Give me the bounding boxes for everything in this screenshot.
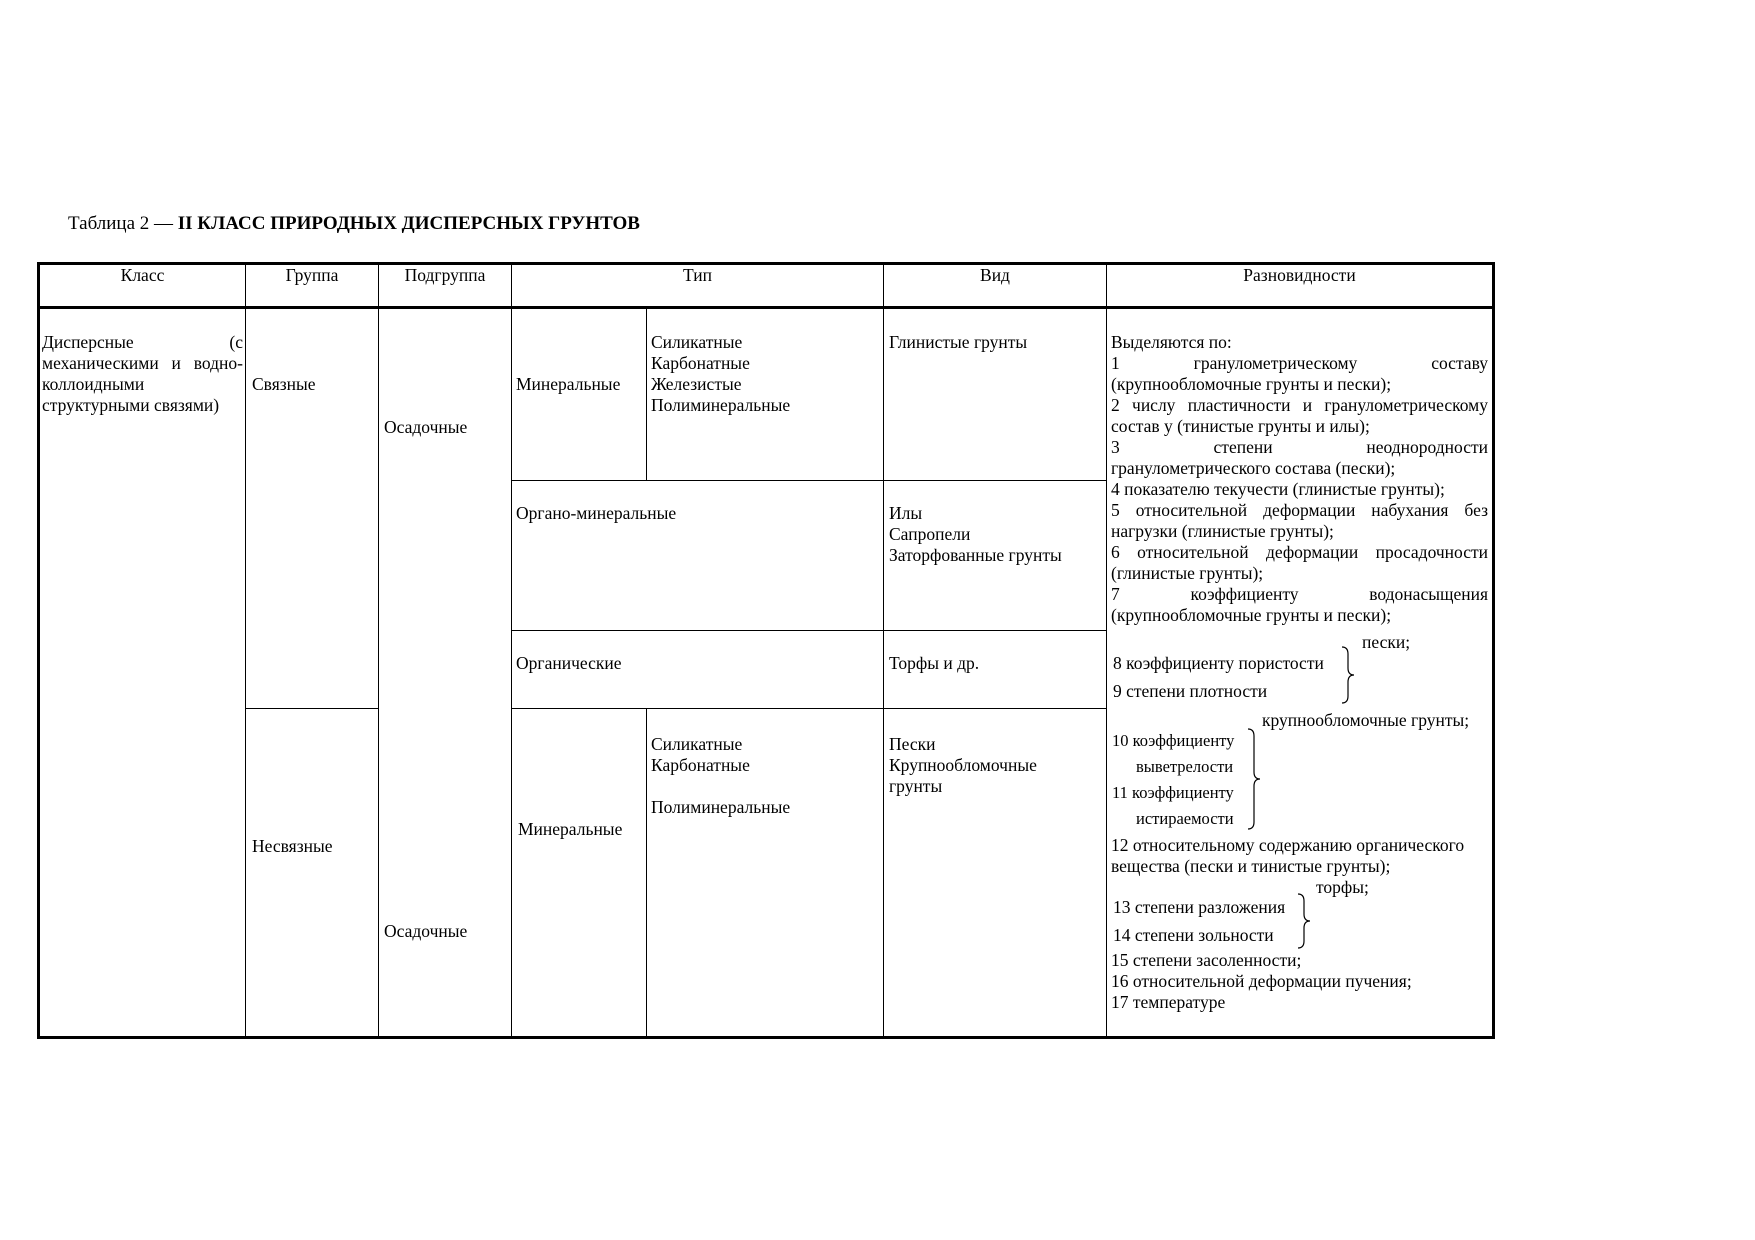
klass-line1: Дисперсные (с (42, 332, 243, 352)
subtype: Силикатные (651, 332, 743, 352)
header-klass: Класс (120, 265, 165, 285)
raz-item-12a: 12 относительному содержанию органического (1111, 835, 1465, 855)
klass-line3: коллоидными (42, 374, 145, 394)
border-right (1492, 262, 1495, 1039)
hline-row2 (511, 630, 1107, 631)
raznovidnosti-cell (1111, 332, 1488, 626)
raz-item-5b: нагрузки (глинистые грунты); (1111, 521, 1334, 541)
header-tip: Тип (683, 265, 712, 285)
vline-tip-sub-bottom (646, 708, 647, 1038)
raz-item-7a: 7 коэффициенту водонасыщения (1111, 584, 1488, 604)
raz-item-5a: 5 относительной деформации набухания без (1111, 500, 1488, 520)
subtype: Полиминеральные (651, 797, 791, 817)
raz-item-11b: истираемости (1136, 809, 1234, 828)
caption-title: II КЛАСС ПРИРОДНЫХ ДИСПЕРСНЫХ ГРУНТОВ (177, 213, 640, 234)
subtype (651, 776, 790, 797)
subtypes-mineral-2 (651, 734, 790, 818)
raz-item-12b: вещества (пески и тинистые грунты); (1111, 856, 1391, 876)
vid-item: Илы (889, 503, 923, 523)
vid-item: Сапропели (889, 524, 971, 544)
klass-line4: структурными связями) (42, 395, 220, 415)
subtype: Полиминеральные (651, 395, 791, 415)
header-podgruppa: Подгруппа (404, 265, 486, 285)
raz-item-6a: 6 относительной деформации просадочности (1111, 542, 1488, 562)
brace-torfy (1296, 893, 1312, 949)
podgruppa-top: Осадочные (384, 417, 468, 437)
header-gruppa: Группа (285, 265, 339, 285)
raz-item-8: 8 коэффициенту пористости (1113, 653, 1324, 673)
klass-cell (42, 332, 243, 416)
raz-item-1a: 1 гранулометрическому составу (1111, 353, 1488, 373)
vid-item: грунты (889, 776, 943, 796)
subtype: Карбонатные (651, 353, 750, 373)
hline-row3-gruppa (245, 708, 379, 709)
vid-mineral-2 (889, 734, 1037, 797)
raz-krupno-label: крупнообломочные грунты; (1262, 710, 1470, 730)
border-bottom (37, 1036, 1495, 1039)
tip-organomineral: Органо-минеральные (516, 503, 677, 523)
header-vid: Вид (980, 265, 1010, 285)
raz-item-11a: 11 коэффициенту (1112, 783, 1234, 802)
raz-item-2a: 2 числу пластичности и гранулометрическому (1111, 395, 1488, 415)
brace-peski (1340, 646, 1356, 704)
tip-mineral-1: Минеральные (516, 374, 621, 394)
raz-item-9: 9 степени плотности (1113, 681, 1268, 701)
vid-mineral-1: Глинистые грунты (889, 332, 1028, 352)
raz-peski-label: пески; (1362, 632, 1411, 652)
caption-prefix: Таблица 2 — (68, 213, 178, 234)
subtype: Железистые (651, 374, 742, 394)
subtype: Карбонатные (651, 755, 750, 775)
vid-organic: Торфы и др. (889, 653, 980, 673)
raz-item-10b: выветрелости (1136, 757, 1234, 776)
vid-item: Заторфованные грунты (889, 545, 1062, 565)
klass-line2: механическими и водно- (42, 353, 243, 373)
raz-item-4: 4 показателю текучести (глинистые грунты); (1111, 479, 1445, 499)
raz-intro: Выделяются по: (1111, 332, 1232, 352)
raz-item-2b: состав у (тинистые грунты и илы); (1111, 416, 1370, 436)
raz-item-6b: (глинистые грунты); (1111, 563, 1264, 583)
raz-item-1b: (крупнообломочные грунты и пески); (1111, 374, 1392, 394)
vline-gruppa (378, 262, 379, 1038)
vline-podgruppa (511, 262, 512, 1038)
vline-klass (245, 262, 246, 1038)
header-raznovidnosti: Разновидности (1243, 265, 1356, 285)
vid-item: Крупнообломочные (889, 755, 1037, 775)
border-left (37, 262, 40, 1039)
raz-item-16: 16 относительной деформации пучения; (1111, 971, 1412, 991)
raz-item-3a: 3 степени неоднородности (1111, 437, 1488, 457)
podgruppa-bottom: Осадочные (384, 921, 468, 941)
brace-krupno (1246, 728, 1262, 830)
gruppa-nesvyaznye: Несвязные (252, 836, 333, 856)
hline-row1 (511, 480, 1107, 481)
tip-mineral-2: Минеральные (518, 819, 623, 839)
raz-item-3b: гранулометрического состава (пески); (1111, 458, 1396, 478)
raz-torfy-label: торфы; (1316, 877, 1369, 897)
raz-item-10a: 10 коэффициенту (1112, 731, 1235, 750)
raz-item-17: 17 температуре (1111, 992, 1226, 1012)
hline-row3 (511, 708, 1107, 709)
vline-tip (883, 262, 884, 1038)
vline-tip-sub-top (646, 309, 647, 480)
subtype: Силикатные (651, 734, 743, 754)
gruppa-svyaznye: Связные (252, 374, 316, 394)
raz-item-15: 15 степени засоленности; (1111, 950, 1302, 970)
header-separator (37, 306, 1495, 309)
subtypes-mineral-1 (651, 332, 790, 416)
raz-item-14: 14 степени зольности (1113, 925, 1274, 945)
tip-organic: Органические (516, 653, 622, 673)
vid-item: Пески (889, 734, 936, 754)
vline-vid (1106, 262, 1107, 1038)
raz-item-13: 13 степени разложения (1113, 897, 1286, 917)
raz-item-7b: (крупнообломочные грунты и пески); (1111, 605, 1392, 625)
vid-organomineral (889, 503, 1062, 566)
